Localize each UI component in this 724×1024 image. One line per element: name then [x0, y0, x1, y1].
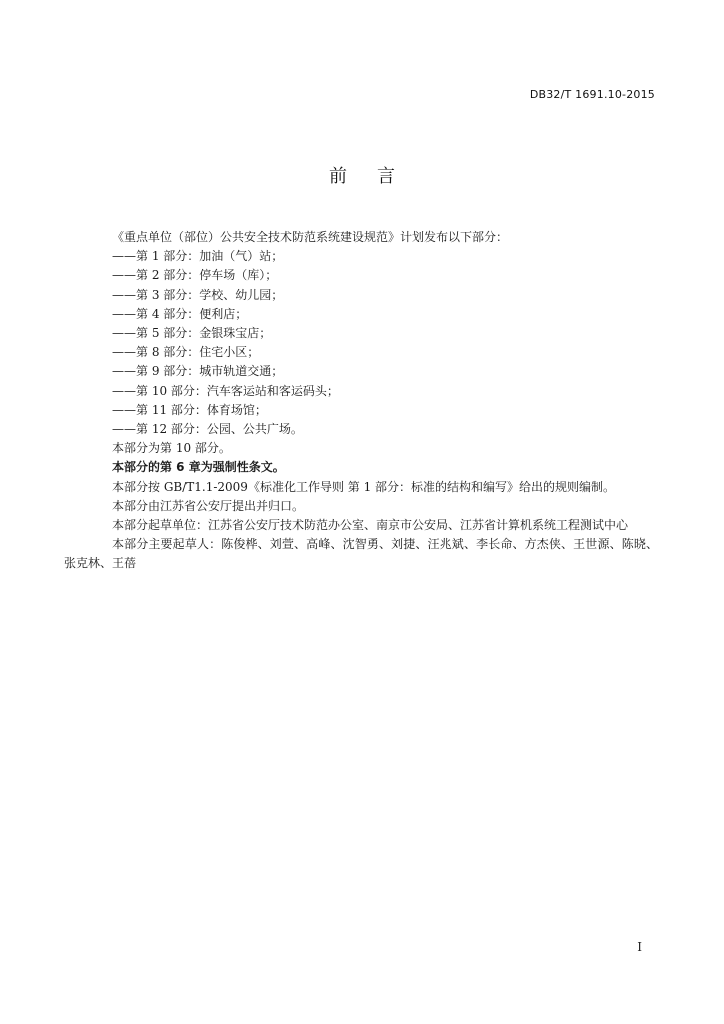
- this-part-paragraph: 本部分为第 10 部分。: [112, 441, 231, 456]
- list-item: ——第 1 部分：加油（气）站；: [112, 249, 284, 264]
- drafting-units-paragraph: 本部分起草单位：江苏省公安厅技术防范办公室、南京市公安局、江苏省计算机系统工程测试中心: [112, 518, 629, 533]
- list-item: ——第 11 部分：体育场馆；: [112, 402, 267, 417]
- intro-paragraph: 《重点单位（部位）公共安全技术防范系统建设规范》计划发布以下部分：: [112, 230, 509, 244]
- page-number: I: [637, 940, 642, 954]
- list-item: ——第 10 部分：汽车客运站和客运码头；: [112, 383, 339, 398]
- parts-list: [88, 247, 658, 439]
- mandatory-clause-paragraph: 本部分的第 6 章为强制性条文。: [112, 460, 285, 475]
- drafters-paragraph: 本部分主要起草人：陈俊桦、刘萱、高峰、沈智勇、刘捷、汪兆斌、李长命、方杰侠、王世源、陈晓、张克林、王蓓: [64, 537, 658, 571]
- foreword-body: [64, 228, 658, 574]
- drafting-rules-paragraph: 本部分按 GB/T1.1-2009《标准化工作导则 第 1 部分：标准的结构和编写》给出的规则编制。: [112, 479, 616, 494]
- page-title: 前言: [329, 166, 425, 187]
- standard-code: DB32/T 1691.10-2015: [529, 88, 655, 101]
- list-item: ——第 9 部分：城市轨道交通；: [112, 364, 284, 379]
- list-item: ——第 12 部分：公园、公共广场。: [112, 422, 303, 437]
- list-item: ——第 2 部分：停车场（库）；: [112, 268, 278, 283]
- list-item: ——第 3 部分：学校、幼儿园；: [112, 287, 284, 302]
- list-item: ——第 5 部分：金银珠宝店；: [112, 326, 272, 341]
- proposer-paragraph: 本部分由江苏省公安厅提出并归口。: [112, 498, 305, 513]
- list-item: ——第 8 部分：住宅小区；: [112, 345, 260, 360]
- list-item: ——第 4 部分：便利店；: [112, 306, 248, 321]
